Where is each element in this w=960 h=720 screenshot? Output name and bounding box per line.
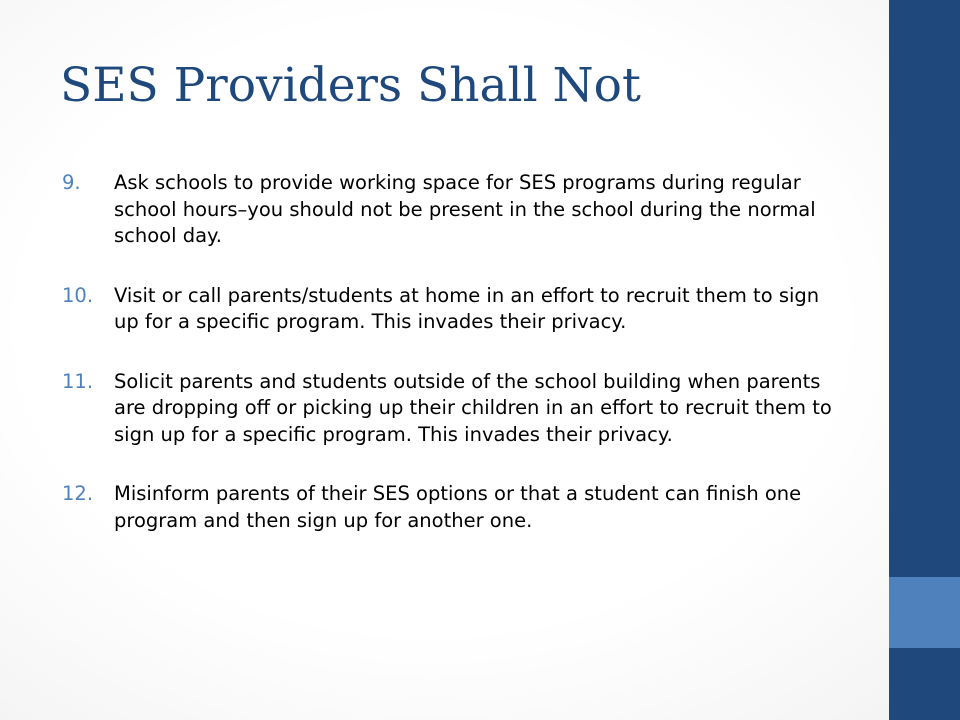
list-item <box>62 369 832 449</box>
list-item-text: Ask schools to provide working space for SES programs during regular school hours–you should not be present in the school during the normal school day. <box>114 171 816 247</box>
list-item <box>62 481 832 534</box>
list-item-text: Visit or call parents/students at home in an effort to recruit them to sign up for a specific program. This invades their privacy. <box>114 283 820 333</box>
list-item-text: Solicit parents and students outside of the school building when parents are dropping off or picking up their children in an effort to recruit them to sign up for a specific program. This invades their privacy. <box>114 369 832 446</box>
list-item-text: Misinform parents of their SES options or that a student can finish one program and then sign up for another one. <box>114 482 802 532</box>
slide-title: SES Providers Shall Not <box>60 58 641 113</box>
numbered-list <box>62 170 832 567</box>
list-item-number: 10. <box>62 283 94 307</box>
list-item-number: 9. <box>62 171 81 194</box>
list-item-number: 12. <box>62 482 94 505</box>
list-item-number: 11. <box>62 369 94 393</box>
list-item <box>62 170 832 250</box>
side-accent-block <box>889 577 960 648</box>
list-item <box>62 283 832 336</box>
